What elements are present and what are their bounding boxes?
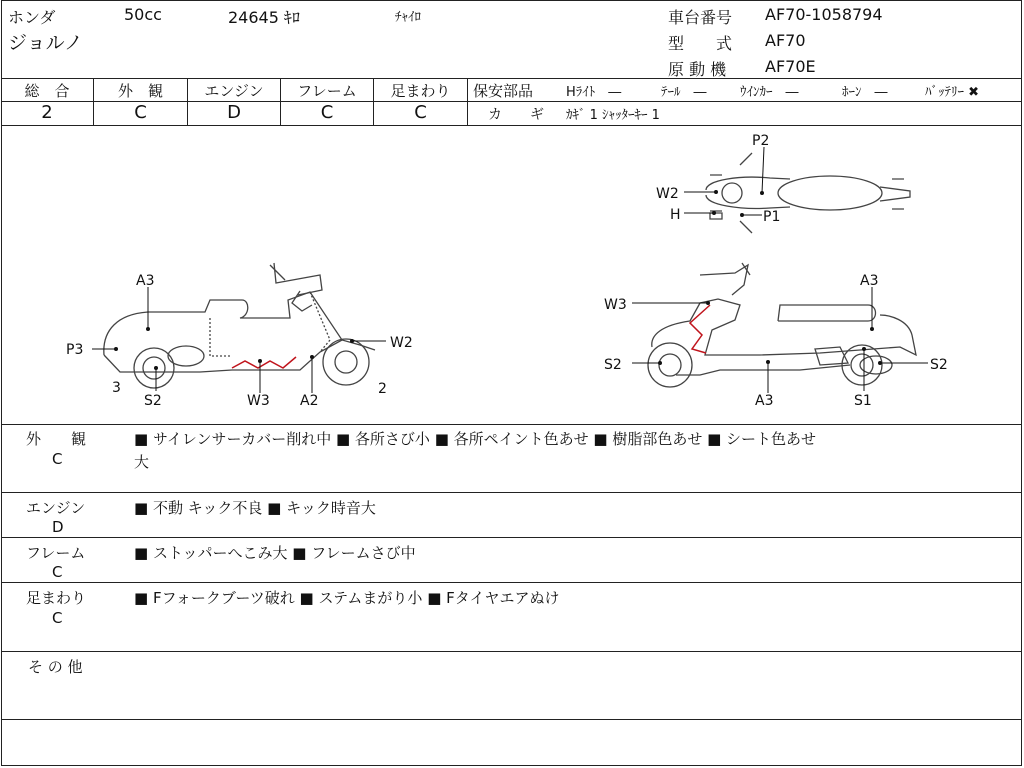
engine-grade: D — [52, 518, 64, 536]
divider — [1, 424, 1022, 425]
type-value: AF70 — [765, 31, 806, 50]
label-top-h: H — [670, 207, 681, 223]
grade-overall: 2 — [41, 102, 53, 123]
displacement: 50cc — [124, 5, 162, 24]
label-top-p1: P1 — [763, 209, 781, 225]
grade-engine: D — [227, 102, 241, 123]
divider — [1, 582, 1022, 583]
label-right-s2-left: S2 — [604, 357, 622, 373]
grade-exterior-label: 外 観 — [117, 82, 163, 100]
frame-no: AF70-1058794 — [765, 5, 883, 24]
safety-battery: ﾊﾞｯﾃﾘｰ ✖ — [925, 85, 980, 100]
scooter-diagram — [0, 125, 1024, 425]
label-right-w3: W3 — [604, 297, 627, 313]
safety-label: 保安部品 — [473, 82, 534, 100]
frame-remarks: ■ ストッパーへこみ大 ■ フレームさび中 — [134, 544, 416, 562]
label-left-2: 2 — [378, 381, 387, 397]
label-left-s2: S2 — [144, 393, 162, 409]
other-label: そ の 他 — [28, 658, 83, 676]
maker: ホンダ — [8, 8, 56, 27]
label-left-w3: W3 — [247, 393, 270, 409]
grade-exterior: C — [134, 102, 147, 123]
exterior-label: 外 観 — [26, 430, 87, 448]
engine-label: エンジン — [26, 499, 86, 517]
label-left-w2: W2 — [390, 335, 413, 351]
key-label: カ ギ — [488, 107, 544, 123]
engine-label: 原 動 機 — [668, 60, 727, 79]
label-left-a2: A2 — [300, 393, 319, 409]
grade-frame: C — [320, 102, 334, 123]
grade-overall-label: 総 合 — [24, 82, 70, 100]
key-value: ｶｷﾞ 1 ｼｬｯﾀｰｷｰ 1 — [566, 108, 660, 123]
divider — [1, 78, 1022, 79]
safety-winker: ｳｲﾝｶｰ ― — [740, 85, 799, 100]
grade-engine-label: エンジン — [204, 82, 264, 100]
label-right-s2-right: S2 — [930, 357, 948, 373]
divider — [467, 78, 468, 125]
mileage: 24645 ｷﾛ — [228, 8, 300, 27]
label-left-a3: A3 — [136, 273, 155, 289]
divider — [1, 537, 1022, 538]
frame-no-label: 車台番号 — [668, 8, 733, 27]
label-top-p2: P2 — [752, 133, 770, 149]
color: ﾁｬｲﾛ — [395, 10, 421, 25]
label-right-s1: S1 — [854, 393, 872, 409]
exterior-remarks-cont: 大 — [134, 453, 150, 471]
exterior-remarks: ■ サイレンサーカバー削れ中 ■ 各所さび小 ■ 各所ペイント色あせ ■ 樹脂部色あせ ■ シート色あせ — [134, 430, 817, 448]
label-left-3: 3 — [112, 380, 121, 396]
divider — [467, 101, 1022, 102]
engine-remarks: ■ 不動 キック不良 ■ キック時音大 — [134, 499, 376, 517]
exterior-grade: C — [52, 450, 63, 468]
safety-tail: ﾃｰﾙ ― — [661, 85, 707, 100]
suspension-grade: C — [52, 609, 63, 627]
frame-grade: C — [52, 563, 63, 581]
safety-horn: ﾎｰﾝ ― — [842, 85, 888, 100]
frame-label: フレーム — [26, 544, 86, 562]
label-right-a3-top: A3 — [860, 273, 879, 289]
safety-headlight: Hﾗｲﾄ ― — [566, 85, 622, 100]
model-name: ジョルノ — [8, 32, 83, 54]
divider — [1, 492, 1022, 493]
grade-frame-label: フレーム — [297, 82, 357, 100]
suspension-remarks: ■ Fフォークブーツ破れ ■ ステムまがり小 ■ Fタイヤエアぬけ — [134, 589, 560, 607]
engine-value: AF70E — [765, 57, 816, 76]
label-top-w2: W2 — [656, 186, 679, 202]
grade-suspension: C — [414, 102, 427, 123]
type-label: 型 式 — [668, 34, 733, 53]
label-right-a3-bottom: A3 — [755, 393, 774, 409]
suspension-label: 足まわり — [26, 589, 87, 607]
label-left-p3: P3 — [66, 342, 84, 358]
divider — [1, 719, 1022, 720]
grade-suspension-label: 足まわり — [390, 82, 451, 100]
divider — [1, 651, 1022, 652]
